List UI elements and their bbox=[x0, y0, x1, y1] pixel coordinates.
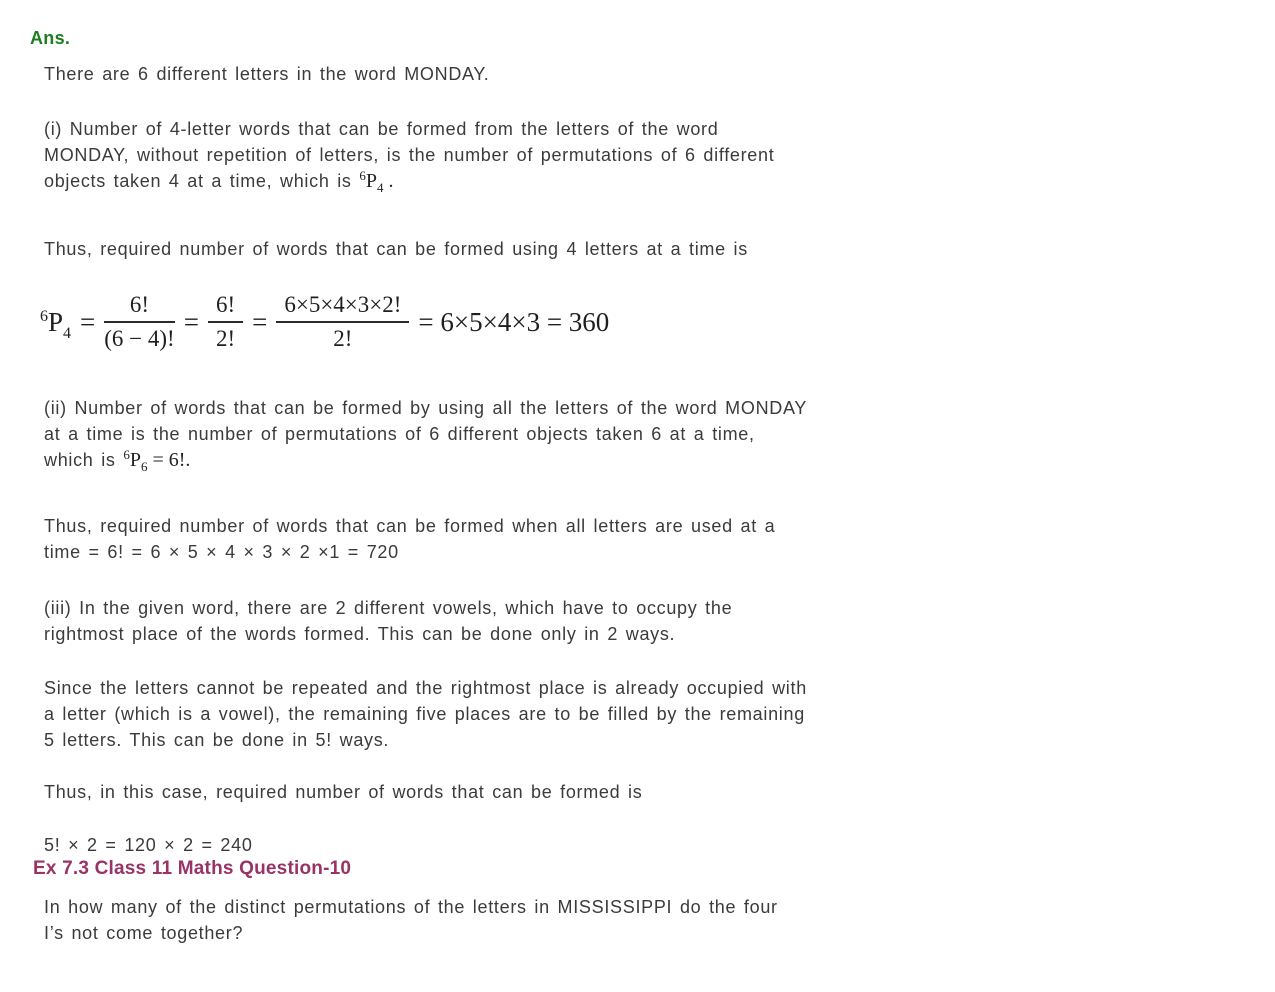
paragraph-part-i bbox=[44, 116, 1275, 194]
question-heading: Ex 7.3 Class 11 Maths Question-10 bbox=[33, 858, 352, 879]
fraction-denominator: 2! bbox=[215, 326, 236, 351]
text-line: 5! × 2 = 120 × 2 = 240 bbox=[44, 835, 253, 855]
paragraph-intro bbox=[44, 61, 1275, 87]
text-line: Thus, required number of words that can be formed using 4 letters at a time is bbox=[44, 239, 748, 259]
answer-label: Ans. bbox=[30, 28, 71, 48]
text-line: I’s not come together? bbox=[44, 923, 244, 943]
paragraph-since bbox=[44, 675, 1275, 753]
text-line: time = 6! = 6 × 5 × 4 × 3 × 2 ×1 = 720 bbox=[44, 542, 399, 562]
text-line: objects taken 4 at a time, which is bbox=[44, 171, 360, 191]
text-line: Since the letters cannot be repeated and the rightmost place is already occupied with bbox=[44, 678, 807, 698]
text-line: Thus, required number of words that can be formed when all letters are used at a bbox=[44, 516, 776, 536]
text-line: which is bbox=[44, 450, 124, 470]
text-line: 5 letters. This can be done in 5! ways. bbox=[44, 730, 390, 750]
text-line: (iii) In the given word, there are 2 different vowels, which have to occupy the bbox=[44, 598, 733, 618]
text-line: In how many of the distinct permutations of the letters in MISSISSIPPI do the four bbox=[44, 897, 778, 917]
paragraph-part-iii bbox=[44, 595, 1275, 647]
fraction-numerator: 6×5×4×3×2! bbox=[276, 290, 409, 323]
inline-math-suffix: = 6!. bbox=[147, 449, 191, 471]
paragraph-thus-all-letters bbox=[44, 513, 1275, 565]
inline-math-6P4: $^6P_4$ bbox=[359, 168, 384, 195]
text-line: (ii) Number of words that can be formed by using all the letters of the word MONDAY bbox=[44, 398, 808, 418]
paragraph-question bbox=[44, 894, 1275, 946]
equals-sign: = bbox=[80, 306, 96, 337]
paragraph-thus-four bbox=[44, 236, 1275, 262]
equals-sign: = bbox=[252, 306, 268, 337]
fraction-numerator: 6! bbox=[104, 290, 174, 323]
fraction-denominator: (6 − 4)! bbox=[104, 326, 175, 351]
text-line: (i) Number of 4-letter words that can be formed from the letters of the word bbox=[44, 119, 719, 139]
text-line: rightmost place of the words formed. This can be done only in 2 ways. bbox=[44, 624, 676, 644]
paragraph-result bbox=[44, 832, 1275, 858]
equals-sign: = bbox=[183, 306, 199, 337]
math-term-6P4: $^6P_4$ bbox=[40, 306, 72, 342]
text-line: a letter (which is a vowel), the remaining five places are to be filled by the remaining bbox=[44, 704, 805, 724]
inline-math-6P6: $^6P_6$ bbox=[123, 447, 148, 474]
formula-result: = 6×5×4×3 = 360 bbox=[418, 306, 610, 337]
fraction-2 bbox=[208, 290, 243, 354]
fraction-numerator: 6! bbox=[208, 290, 243, 323]
paragraph-part-ii bbox=[44, 395, 1275, 473]
text-line: There are 6 different letters in the word MONDAY. bbox=[44, 64, 490, 84]
text-line: MONDAY, without repetition of letters, is the number of permutations of 6 different bbox=[44, 145, 775, 165]
text-line: Thus, in this case, required number of words that can be formed is bbox=[44, 782, 643, 802]
text-line: at a time is the number of permutations of 6 different objects taken 6 at a time, bbox=[44, 424, 755, 444]
fraction-1 bbox=[104, 290, 174, 354]
paragraph-thus-case bbox=[44, 779, 1275, 805]
fraction-3 bbox=[276, 290, 409, 354]
formula-permutation-6P4 bbox=[40, 284, 1275, 360]
inline-math-suffix: . bbox=[383, 170, 394, 192]
fraction-denominator: 2! bbox=[333, 326, 353, 351]
